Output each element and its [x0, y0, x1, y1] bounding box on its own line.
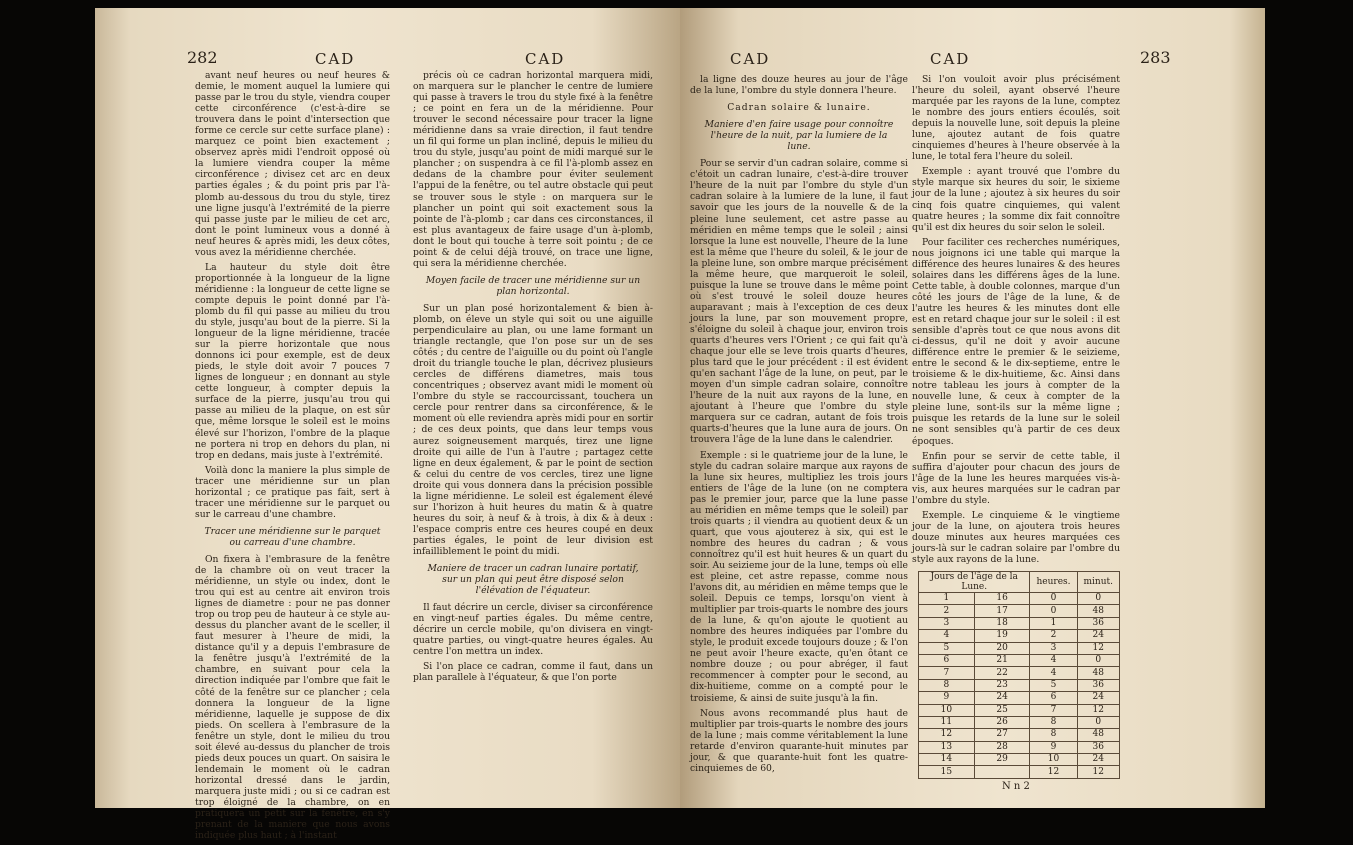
table-cell: 4: [1030, 667, 1077, 679]
table-cell: 9: [1030, 741, 1077, 753]
table-cell: 4: [1030, 654, 1077, 666]
table-cell: 0: [1077, 716, 1120, 728]
table-cell: 21: [974, 654, 1030, 666]
paragraph: Sur un plan posé horizontalement & bien à-plomb, on éleve un style qui soit ou une aiguille perpendiculaire au plan, ou une lame formant un triangle rectangle, que l'on pose sur un de ses côtés ; du centre de l'aiguille ou du point où l'angle droit du triangle touche le plan, décrivez plusieurs cercles de différens diametres, mais tous concentriques ; observez avant midi le moment où l'ombre du style se raccourcissant, touchera un cercle pour rentrer dans sa circonférence, & le moment où elle reviendra après midi pour en sortir ; de ces deux points, que dans leur temps vous aurez soigneusement marqués, tirez une ligne droite qui aille de l'un à l'autre ; partagez cette ligne en deux également, & par le point de section & celui du centre de vos cercles, tirez une ligne droite qui vous donnera dans la précision possible la ligne méridienne. Le soleil est également élevé sur l'horizon à huit heures du matin & à quatre heures du soir, à neuf & à trois, à dix & à deux : l'espace compris entre ces heures coupé en deux parties égales, le point de leur division est infailliblement le point du midi.: [413, 302, 653, 557]
text-column-2: [413, 70, 653, 687]
open-book: [95, 8, 1265, 842]
table-cell: 24: [1077, 754, 1120, 766]
page-number: 282: [187, 48, 218, 67]
table-cell: 17: [974, 605, 1030, 617]
table-cell: 16: [974, 593, 1030, 605]
table-cell: 0: [1030, 593, 1077, 605]
table-row: [919, 593, 1120, 605]
table-cell: 7: [919, 667, 975, 679]
paragraph: Nous avons recommandé plus haut de multiplier par trois-quarts le nombre des jours de la lune ; mais comme véritablement la lune retarde d'environ quarante-huit minutes par jour, & que quarante-huit font les quatre-cinquiemes de 60,: [690, 707, 908, 774]
running-head: CAD: [730, 50, 771, 68]
table-row: [919, 766, 1120, 778]
table-cell: 48: [1077, 605, 1120, 617]
paragraph: Pour se servir d'un cadran solaire, comme si c'étoit un cadran lunaire, c'est-à-dire trouver l'heure de la nuit par l'ombre du style d'un cadran solaire à la lumiere de la lune, il faut savoir que les jours de la nouvelle & de la pleine lune seulement, cet astre passe au méridien en même temps que le soleil ; ainsi lorsque la lune est nouvelle, l'heure de la lune est la même que l'heure du soleil, & le jour de la pleine lune, son ombre marque précisément la même heure, que marqueroit le soleil, puisque la lune se trouve dans le même point où s'est trouvé le soleil douze heures auparavant ; mais à l'exception de ces deux jours la lune, par son mouvement propre, s'éloigne du soleil à chaque jour, environ trois quarts d'heures vers l'Orient ; ce qui fait qu'à chaque jour elle se leve trois quarts d'heures, plus tard que le jour précédent : il est évident qu'en sachant l'âge de la lune, on peut, par le moyen d'un simple cadran solaire, connoître l'heure de la nuit aux rayons de la lune, en ajoutant à l'heure que l'ombre du style marquera sur ce cadran, autant de fois trois quarts-d'heures que la lune aura de jours. On trouvera l'âge de la lune dans le calendrier.: [690, 158, 908, 446]
table-cell: 12: [1077, 642, 1120, 654]
paragraph: Exemple : ayant trouvé que l'ombre du style marque six heures du soir, le sixieme jour de la lune ; ajoutez à six heures du soir cinq fois quatre cinquiemes, qui valent quatre heures ; la somme dix fait connoître qu'il est dix heures du soir selon le soleil.: [912, 166, 1120, 233]
paragraph: avant neuf heures ou neuf heures & demie, le moment auquel la lumiere qui passe par le trou du style, viendra couper cette circonférence (c'est-à-dire se trouvera dans le point d'intersection que forme ce cercle sur cette surface plane) : marquez ce point bien exactement ; observez après midi l'endroit opposé où la lumiere viendra couper la même circonférence ; divisez cet arc en deux parties égales ; & du point pris par l'à-plomb au-dessous du trou du style, tirez une ligne jusqu'à l'extrémité de la pierre qui passe juste par le milieu de cet arc, dont le point lumineux vous a donné à neuf heures & après midi, les deux côtes, vous avez la méridienne cherchée.: [195, 70, 390, 258]
table-cell: 28: [974, 741, 1030, 753]
table-row: [919, 716, 1120, 728]
subheading: Tracer une méridienne sur le parquet ou carreau d'une chambre.: [204, 525, 381, 548]
table-cell: 10: [919, 704, 975, 716]
table-cell: 20: [974, 642, 1030, 654]
table-cell: 2: [919, 605, 975, 617]
table-cell: 8: [919, 679, 975, 691]
table-cell: 0: [1030, 605, 1077, 617]
table-cell: 8: [1030, 729, 1077, 741]
subheading: Maniere de tracer un cadran lunaire portatif, sur un plan qui peut être disposé selon l'élévation de l'équateur.: [427, 563, 639, 597]
running-head: CAD: [525, 50, 566, 68]
table-cell: 24: [1077, 692, 1120, 704]
table-cell: 3: [919, 617, 975, 629]
table-cell: 9: [919, 692, 975, 704]
table-row: [919, 617, 1120, 629]
paragraph: la ligne des douze heures au jour de l'âge de la lune, l'ombre du style donnera l'heure.: [690, 74, 908, 97]
table-cell: 10: [1030, 754, 1077, 766]
table-cell: 26: [974, 716, 1030, 728]
table-cell: 6: [1030, 692, 1077, 704]
table-header: minut.: [1077, 572, 1120, 593]
table-cell: 2: [1030, 630, 1077, 642]
table-cell: [974, 766, 1030, 778]
paragraph: Si l'on vouloit avoir plus précisément l'heure du soleil, ayant observé l'heure marquée par les rayons de la lune, comptez le nombre des jours entiers écoulés, soit depuis la nouvelle lune, soit depuis la pleine lune, ajoutez autant de fois quatre cinquiemes d'heures à l'heure observée à la lune, le total fera l'heure du soleil.: [912, 74, 1120, 163]
table-cell: 11: [919, 716, 975, 728]
lunar-table: [918, 571, 1120, 779]
table-cell: 24: [974, 692, 1030, 704]
running-head: CAD: [315, 50, 356, 68]
paragraph: On fixera à l'embrasure de la fenêtre de la chambre où on veut tracer la méridienne, un style ou index, dont le trou qui est au centre ait environ trois lignes de diametre : pour ne pas donner trop ou trop peu de hauteur à ce style au-dessus du plancher avant de le sceller, il faut mesurer à l'heure de midi, la distance qu'il y a depuis l'embrasure de la fenêtre jusqu'à l'extrémité de la chambre, en suivant pour cela la direction indiquée par l'ombre que fait le côté de la fenêtre sur ce plancher ; cela donnera la longueur de la ligne méridienne, laquelle je suppose de dix pieds. On scellera à l'embrasure de la fenêtre un style, dont le milieu du trou soit élevé au-dessus du plancher de trois pieds deux pouces un quart. On saisira le lendemain le moment où le cadran horizontal dressé dans le jardin, marquera juste midi ; ou si ce cadran est trop éloigné de la chambre, on en pratiquera un petit sur la fenêtre, en s'y prenant de la maniere que nous avons indiquée plus haut ; à l'instant: [195, 553, 390, 842]
table-cell: 8: [1030, 716, 1077, 728]
paragraph: Il faut décrire un cercle, diviser sa circonférence en vingt-neuf parties égales. Du même centre, décrire un cercle mobile, qu'on divisera en vingt-quatre parties, ou vingt-quatre heures égales. Au centre l'on mettra un index.: [413, 602, 653, 658]
table-cell: 15: [919, 766, 975, 778]
table-cell: 12: [1077, 704, 1120, 716]
table-cell: 36: [1077, 617, 1120, 629]
table-row: [919, 741, 1120, 753]
left-page: [95, 8, 680, 842]
table-cell: 3: [1030, 642, 1077, 654]
table-cell: 5: [1030, 679, 1077, 691]
text-column-2: [912, 74, 1120, 792]
running-head: CAD: [930, 50, 971, 68]
table-cell: 4: [919, 630, 975, 642]
paragraph: précis où ce cadran horizontal marquera midi, on marquera sur le plancher le centre de lumiere qui passe à travers le trou du style fixé à la fenêtre ; ce point en fera un de la méridienne. Pour trouver le second nécessaire pour tracer la ligne méridienne dans sa vraie direction, il faut tendre un fil qui forme un plan incliné, depuis le milieu du trou du style, jusqu'au point de midi marqué sur le plancher ; on suspendra à ce fil l'à-plomb assez en dedans de la chambre pour éviter seulement l'appui de la fenêtre, ou tel autre obstacle qui peut se trouver sous le style : on marquera sur le plancher un point qui soit exactement sous la pointe de l'à-plomb ; car dans ces circonstances, il est plus avantageux de faire usage d'un à-plomb, dont le bout qui touche à terre soit pointu ; de ce point & de celui déjà trouvé, on trace une ligne, qui sera la méridienne cherchée.: [413, 70, 653, 269]
table-row: [919, 692, 1120, 704]
table-cell: 1: [1030, 617, 1077, 629]
table-cell: 12: [1030, 766, 1077, 778]
paragraph: Si l'on place ce cadran, comme il faut, dans un plan parallele à l'équateur, & que l'on porte: [413, 661, 653, 684]
table-row: [919, 667, 1120, 679]
table-cell: 1: [919, 593, 975, 605]
table-cell: 27: [974, 729, 1030, 741]
table-cell: 12: [919, 729, 975, 741]
paragraph: Enfin pour se servir de cette table, il suffira d'ajouter pour chacun des jours de l'âge de la lune les heures marquées vis-à-vis, aux heures marquées sur le cadran par l'ombre du style.: [912, 450, 1120, 506]
table-header: heures.: [1030, 572, 1077, 593]
table-cell: 13: [919, 741, 975, 753]
table-cell: 12: [1077, 766, 1120, 778]
table-cell: 7: [1030, 704, 1077, 716]
table-row: [919, 704, 1120, 716]
subheading: Maniere d'en faire usage pour connoître l'heure de la nuit, par la lumiere de la lune.: [704, 119, 894, 153]
signature-mark: N n 2: [1002, 780, 1030, 792]
paragraph: Exemple. Le cinquieme & le vingtieme jour de la lune, on ajoutera trois heures douze minutes aux heures marquées ces jours-là sur le cadran solaire par l'ombre du style aux rayons de la lune.: [912, 509, 1120, 565]
table-cell: 36: [1077, 679, 1120, 691]
paragraph: Voilà donc la maniere la plus simple de tracer une méridienne sur un plan horizontal ; ce pratique pas fait, sert à tracer une méridienne sur le parquet ou sur le carreau d'une chambre.: [195, 464, 390, 520]
table-row: [919, 654, 1120, 666]
table-row: [919, 605, 1120, 617]
table-cell: 6: [919, 654, 975, 666]
table-header: Jours de l'âge de la Lune.: [919, 572, 1030, 593]
table-cell: 36: [1077, 741, 1120, 753]
table-row: [919, 679, 1120, 691]
paragraph: Pour faciliter ces recherches numériques, nous joignons ici une table qui marque la différence des heures lunaires & des heures solaires dans les différens âges de la lune. Cette table, à double colonnes, marque d'un côté les jours de l'âge de la lune, & de l'autre les heures & les minutes dont elle est en retard chaque jour sur le soleil : il est sensible d'après tout ce que nous avons dit ci-dessus, qu'il ne doit y avoir aucune différence entre le premier & le seizieme, entre le second & le dix-septieme, entre le troisieme & le dix-huitieme, &c. Ainsi dans notre tableau les jours à compter de la nouvelle lune, & ceux à compter de la pleine lune, sont-ils sur la même ligne ; puisque les retards de la lune sur le soleil ne sont sensibles qu'à partir de ces deux époques.: [912, 236, 1120, 447]
table-cell: 19: [974, 630, 1030, 642]
table-cell: 48: [1077, 729, 1120, 741]
table-cell: 22: [974, 667, 1030, 679]
table-cell: 18: [974, 617, 1030, 629]
text-column-1: [195, 70, 390, 845]
table-cell: 24: [1077, 630, 1120, 642]
table-row: [919, 754, 1120, 766]
paragraph: La hauteur du style doit être proportionnée à la longueur de la ligne méridienne : la longueur de cette ligne se compte depuis le point donné par l'à-plomb du fil qui passe au milieu du trou du style, jusqu'au bout de la pierre. Si la longueur de la ligne méridienne, tracée sur la pierre horizontale que nous donnons ici pour exemple, est de deux pieds, le style doit avoir 7 pouces 7 lignes de longueur ; en donnant au style cette longueur, à compter depuis la surface de la pierre, jusqu'au trou qui passe au milieu de la plaque, on est sûr que, même lorsque le soleil est le moins élevé sur l'horizon, l'ombre de la plaque ne portera ni trop en dehors du plan, ni trop en dedans, mais juste à l'extrémité.: [195, 261, 390, 461]
text-column-1: [690, 74, 908, 778]
table-cell: 25: [974, 704, 1030, 716]
table-cell: 0: [1077, 654, 1120, 666]
table-cell: 0: [1077, 593, 1120, 605]
table-cell: 23: [974, 679, 1030, 691]
table-cell: 5: [919, 642, 975, 654]
table-cell: 48: [1077, 667, 1120, 679]
page-number: 283: [1140, 48, 1171, 67]
paragraph: Exemple : si le quatrieme jour de la lune, le style du cadran solaire marque aux rayons de la lune six heures, multipliez les trois jours entiers de l'âge de la lune (on ne comptera pas le premier jour, parce que la lune passe au méridien en même temps que le soleil) par trois quarts ; il viendra au quotient deux & un quart, que vous ajouterez à six, qui est le nombre des heures du cadran ; & vous connoîtrez qu'il est huit heures & un quart du soir. Au seizieme jour de la lune, temps où elle est pleine, cet astre repasse, comme nous l'avons dit, au méridien en même temps que le soleil. Depuis ce temps, lorsqu'on vient à multiplier par trois-quarts le nombre des jours de la lune, & qu'on ajoute le quotient au nombre des heures indiquées par l'ombre du style, le produit excede toujours douze ; & l'on ne peut avoir l'heure exacte, qu'en ôtant ce nombre douze ; ou pour abréger, il faut recommencer à compter pour le second, au dix-huitieme, comme on a compté pour le troisieme, & ainsi de suite jusqu'à la fin.: [690, 449, 908, 704]
table-row: [919, 729, 1120, 741]
section-heading: Cadran solaire & lunaire.: [727, 102, 871, 114]
subheading: Moyen facile de tracer une méridienne sur un plan horizontal.: [425, 274, 641, 297]
table-row: [919, 642, 1120, 654]
right-page: [680, 8, 1265, 808]
table-row: [919, 630, 1120, 642]
table-cell: 14: [919, 754, 975, 766]
table-cell: 29: [974, 754, 1030, 766]
